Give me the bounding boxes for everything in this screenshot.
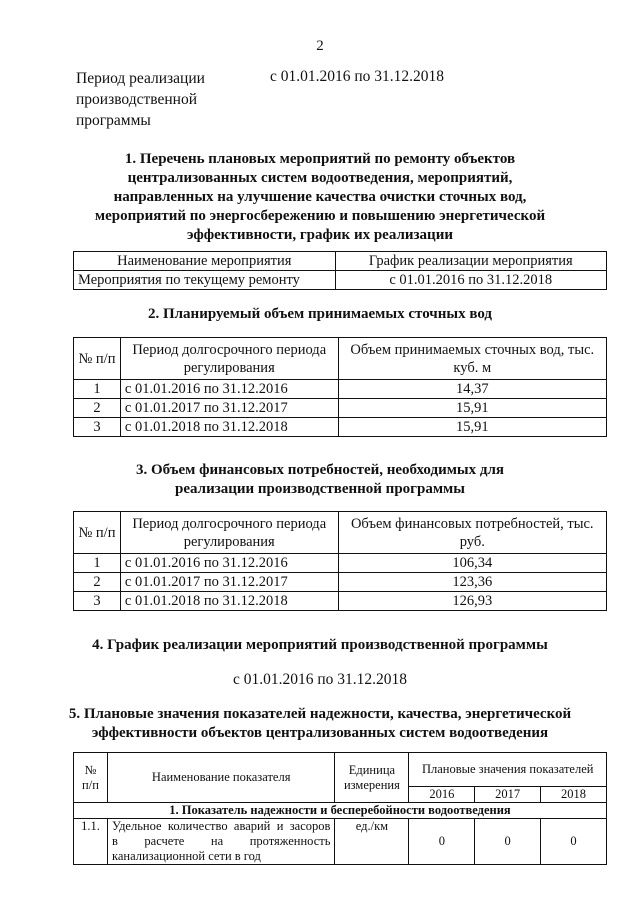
table-cell: 1 [74, 380, 121, 399]
section5-table [73, 752, 607, 865]
section3-title-line: реализации производственной программы [175, 481, 465, 497]
section3-title [60, 461, 580, 499]
table-cell: 3 [74, 418, 121, 437]
table-row [74, 271, 607, 290]
table-cell: Мероприятия по текущему ремонту [74, 271, 336, 290]
section1-title-line: мероприятий по энергосбережению и повышению энергетической [94, 208, 546, 224]
table-cell [107, 819, 334, 865]
table-group-row [74, 803, 607, 819]
table-cell: с 01.01.2017 по 31.12.2017 [120, 573, 338, 592]
section1-title-line: 1. Перечень плановых мероприятий по ремонту объектов [124, 151, 516, 167]
table-cell: 14,37 [338, 380, 606, 399]
header-cell: Объем принимаемых сточных вод, тыс. куб. м [338, 338, 606, 380]
table-cell: 106,34 [338, 554, 606, 573]
section2-title: 2. Планируемый объем принимаемых сточных вод [147, 306, 493, 322]
section5-title-line: эффективности объектов централизованных систем водоотведения [91, 725, 549, 741]
table-cell: 126,93 [338, 592, 606, 611]
indicator-line: Удельное количество аварий и засоров [111, 819, 331, 833]
section1-table [73, 251, 607, 290]
year-cell: 2018 [541, 787, 607, 803]
header-cell: Плановые значения показателей [409, 753, 607, 787]
indicator-line: канализационной сети в год [111, 849, 261, 863]
table-row [74, 573, 607, 592]
header-cell: № п/п [74, 512, 121, 554]
period-label-line: программы [76, 112, 151, 129]
table-header-row [74, 252, 607, 271]
table-cell: с 01.01.2016 по 31.12.2016 [120, 380, 338, 399]
table-cell: с 01.01.2018 по 31.12.2018 [120, 418, 338, 437]
table-row [74, 418, 607, 437]
table-header-row [74, 753, 607, 787]
table-cell: 0 [541, 819, 607, 865]
header-cell: График реализации мероприятия [335, 252, 606, 271]
table-header-row [74, 512, 607, 554]
section5-title [30, 705, 610, 743]
section1-title-line: направленных на улучшение качества очистки сточных вод, [113, 189, 527, 205]
table-cell: 1 [74, 554, 121, 573]
year-cell: 2017 [475, 787, 541, 803]
table-cell: 15,91 [338, 418, 606, 437]
section2-table [73, 337, 607, 437]
table-row [74, 592, 607, 611]
table-row [74, 399, 607, 418]
table-header-row [74, 338, 607, 380]
section3-title-line: 3. Объем финансовых потребностей, необходимых для [135, 462, 505, 478]
header-cell: Период долгосрочного периода регулирования [120, 512, 338, 554]
period-label-line: производственной [76, 91, 198, 108]
indicator-line: в расчете на протяженность [111, 834, 331, 848]
table-cell: 2 [74, 399, 121, 418]
header-cell: № п/п [74, 753, 108, 803]
section4-period: с 01.01.2016 по 31.12.2018 [232, 671, 408, 688]
period-label [76, 68, 246, 131]
year-cell: 2016 [409, 787, 475, 803]
period-label-line: Период реализации [76, 70, 205, 87]
section1-title-line: эффективности, график их реализации [187, 227, 453, 243]
table-cell: 123,36 [338, 573, 606, 592]
section4-title: 4. График реализации мероприятий производственной программы [92, 637, 548, 653]
table-cell: 15,91 [338, 399, 606, 418]
header-cell: Наименование мероприятия [74, 252, 336, 271]
table-row [74, 819, 607, 865]
header-cell: Наименование показателя [107, 753, 334, 803]
header-cell: № п/п [74, 338, 121, 380]
table-row [74, 380, 607, 399]
page-number: 2 [316, 38, 324, 54]
table-cell: с 01.01.2016 по 31.12.2016 [120, 554, 338, 573]
section3-table [73, 511, 607, 611]
period-value: с 01.01.2016 по 31.12.2018 [270, 68, 445, 85]
section1-title-line: централизованных систем водоотведения, мероприятий, [127, 170, 513, 186]
table-cell: 1.1. [74, 819, 108, 865]
table-cell: с 01.01.2016 по 31.12.2018 [335, 271, 606, 290]
section5-title-line: 5. Плановые значения показателей надежности, качества, энергетической [68, 706, 572, 722]
header-cell: Объем финансовых потребностей, тыс. руб. [338, 512, 606, 554]
header-cell: Период долгосрочного периода регулирования [120, 338, 338, 380]
table-row [74, 554, 607, 573]
table-cell: 3 [74, 592, 121, 611]
table-cell: 0 [409, 819, 475, 865]
group-title-cell: 1. Показатель надежности и бесперебойности водоотведения [74, 803, 607, 819]
section1-title [60, 150, 580, 245]
table-cell: с 01.01.2017 по 31.12.2017 [120, 399, 338, 418]
header-cell: Единица измерения [335, 753, 409, 803]
table-cell: 2 [74, 573, 121, 592]
table-cell: ед./км [335, 819, 409, 865]
table-cell: с 01.01.2018 по 31.12.2018 [120, 592, 338, 611]
table-cell: 0 [475, 819, 541, 865]
